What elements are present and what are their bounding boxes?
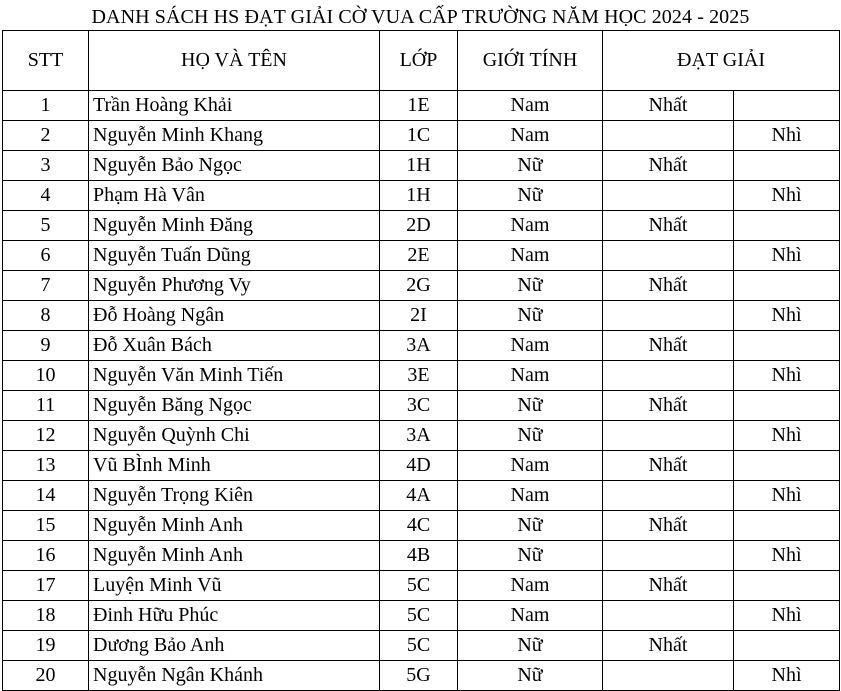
header-row — [3, 31, 840, 91]
student-gender: Nữ — [458, 631, 603, 661]
student-class: 4B — [380, 541, 458, 571]
table-row — [3, 211, 840, 241]
student-class: 5C — [380, 631, 458, 661]
student-gender: Nữ — [458, 541, 603, 571]
award-second — [734, 91, 840, 121]
student-class: 2D — [380, 211, 458, 241]
award-second — [734, 391, 840, 421]
student-gender: Nam — [458, 331, 603, 361]
row-number: 19 — [3, 631, 89, 661]
student-name: Đinh Hữu Phúc — [89, 601, 380, 631]
student-name: Nguyễn Minh Đăng — [89, 211, 380, 241]
table-row — [3, 121, 840, 151]
table-row — [3, 601, 840, 631]
student-gender: Nữ — [458, 301, 603, 331]
student-name: Dương Bảo Anh — [89, 631, 380, 661]
award-second — [734, 331, 840, 361]
award-table — [2, 30, 840, 691]
student-class: 4A — [380, 481, 458, 511]
student-class: 3E — [380, 361, 458, 391]
row-number: 4 — [3, 181, 89, 211]
student-name: Đỗ Xuân Bách — [89, 331, 380, 361]
award-first: Nhất — [603, 211, 734, 241]
award-first — [603, 601, 734, 631]
table-row — [3, 571, 840, 601]
table-row — [3, 391, 840, 421]
header-gender: GIỚI TÍNH — [458, 31, 603, 91]
award-first — [603, 121, 734, 151]
header-award: ĐẠT GIẢI — [603, 31, 840, 91]
table-row — [3, 361, 840, 391]
student-gender: Nam — [458, 601, 603, 631]
award-first — [603, 541, 734, 571]
student-name: Vũ BÌnh Minh — [89, 451, 380, 481]
student-gender: Nữ — [458, 271, 603, 301]
student-name: Đỗ Hoàng Ngân — [89, 301, 380, 331]
row-number: 7 — [3, 271, 89, 301]
row-number: 17 — [3, 571, 89, 601]
row-number: 2 — [3, 121, 89, 151]
award-first — [603, 181, 734, 211]
student-gender: Nam — [458, 241, 603, 271]
award-first: Nhất — [603, 631, 734, 661]
award-second — [734, 211, 840, 241]
student-gender: Nam — [458, 451, 603, 481]
award-second: Nhì — [734, 361, 840, 391]
row-number: 20 — [3, 661, 89, 691]
student-gender: Nam — [458, 361, 603, 391]
award-first — [603, 481, 734, 511]
row-number: 1 — [3, 91, 89, 121]
row-number: 15 — [3, 511, 89, 541]
award-second: Nhì — [734, 661, 840, 691]
student-name: Nguyễn Minh Khang — [89, 121, 380, 151]
student-name: Luyện Minh Vũ — [89, 571, 380, 601]
student-class: 2E — [380, 241, 458, 271]
student-class: 1H — [380, 181, 458, 211]
award-second — [734, 511, 840, 541]
student-class: 4D — [380, 451, 458, 481]
student-name: Trần Hoàng Khải — [89, 91, 380, 121]
award-second: Nhì — [734, 481, 840, 511]
table-row — [3, 241, 840, 271]
student-name: Nguyễn Tuấn Dũng — [89, 241, 380, 271]
table-row — [3, 181, 840, 211]
student-class: 1C — [380, 121, 458, 151]
award-first: Nhất — [603, 271, 734, 301]
student-gender: Nữ — [458, 151, 603, 181]
award-second: Nhì — [734, 241, 840, 271]
page-title: DANH SÁCH HS ĐẠT GIẢI CỜ VUA CẤP TRƯỜNG NĂM HỌC 2024 - 2025 — [91, 6, 750, 28]
award-second: Nhì — [734, 301, 840, 331]
table-row — [3, 301, 840, 331]
student-class: 2I — [380, 301, 458, 331]
student-class: 5C — [380, 571, 458, 601]
award-first: Nhất — [603, 331, 734, 361]
award-first: Nhất — [603, 511, 734, 541]
student-class: 4C — [380, 511, 458, 541]
student-gender: Nam — [458, 211, 603, 241]
student-class: 3A — [380, 331, 458, 361]
table-row — [3, 511, 840, 541]
table-row — [3, 331, 840, 361]
award-first — [603, 661, 734, 691]
award-first: Nhất — [603, 571, 734, 601]
award-second — [734, 151, 840, 181]
row-number: 11 — [3, 391, 89, 421]
student-class: 2G — [380, 271, 458, 301]
student-gender: Nữ — [458, 661, 603, 691]
table-row — [3, 421, 840, 451]
header-stt: STT — [3, 31, 89, 91]
student-name: Nguyễn Băng Ngọc — [89, 391, 380, 421]
student-name: Nguyễn Quỳnh Chi — [89, 421, 380, 451]
student-gender: Nữ — [458, 421, 603, 451]
student-class: 5G — [380, 661, 458, 691]
award-second: Nhì — [734, 181, 840, 211]
row-number: 6 — [3, 241, 89, 271]
award-first — [603, 361, 734, 391]
table-row — [3, 541, 840, 571]
award-second — [734, 271, 840, 301]
student-gender: Nam — [458, 571, 603, 601]
award-first: Nhất — [603, 451, 734, 481]
header-class: LỚP — [380, 31, 458, 91]
student-name: Nguyễn Minh Anh — [89, 511, 380, 541]
award-first: Nhất — [603, 151, 734, 181]
student-class: 3C — [380, 391, 458, 421]
student-class: 1E — [380, 91, 458, 121]
award-second: Nhì — [734, 541, 840, 571]
student-name: Nguyễn Văn Minh Tiến — [89, 361, 380, 391]
table-row — [3, 91, 840, 121]
student-class: 5C — [380, 601, 458, 631]
student-name: Nguyễn Minh Anh — [89, 541, 380, 571]
table-row — [3, 481, 840, 511]
row-number: 13 — [3, 451, 89, 481]
row-number: 9 — [3, 331, 89, 361]
student-name: Phạm Hà Vân — [89, 181, 380, 211]
student-name: Nguyễn Phương Vy — [89, 271, 380, 301]
row-number: 5 — [3, 211, 89, 241]
award-second — [734, 631, 840, 661]
award-second — [734, 571, 840, 601]
row-number: 18 — [3, 601, 89, 631]
student-gender: Nữ — [458, 511, 603, 541]
student-gender: Nữ — [458, 391, 603, 421]
student-name: Nguyễn Ngân Khánh — [89, 661, 380, 691]
student-gender: Nam — [458, 481, 603, 511]
row-number: 3 — [3, 151, 89, 181]
award-second — [734, 451, 840, 481]
header-name: HỌ VÀ TÊN — [89, 31, 380, 91]
award-second: Nhì — [734, 121, 840, 151]
row-number: 8 — [3, 301, 89, 331]
student-class: 1H — [380, 151, 458, 181]
row-number: 10 — [3, 361, 89, 391]
student-name: Nguyễn Trọng Kiên — [89, 481, 380, 511]
award-first — [603, 301, 734, 331]
award-second: Nhì — [734, 601, 840, 631]
table-row — [3, 631, 840, 661]
row-number: 12 — [3, 421, 89, 451]
award-first: Nhất — [603, 391, 734, 421]
table-row — [3, 271, 840, 301]
award-first: Nhất — [603, 91, 734, 121]
award-first — [603, 421, 734, 451]
award-first — [603, 241, 734, 271]
row-number: 14 — [3, 481, 89, 511]
award-second: Nhì — [734, 421, 840, 451]
student-gender: Nam — [458, 121, 603, 151]
table-row — [3, 451, 840, 481]
table-row — [3, 151, 840, 181]
student-name: Nguyễn Bảo Ngọc — [89, 151, 380, 181]
student-gender: Nam — [458, 91, 603, 121]
student-class: 3A — [380, 421, 458, 451]
table-row — [3, 661, 840, 691]
table-body — [3, 91, 840, 691]
row-number: 16 — [3, 541, 89, 571]
student-gender: Nữ — [458, 181, 603, 211]
